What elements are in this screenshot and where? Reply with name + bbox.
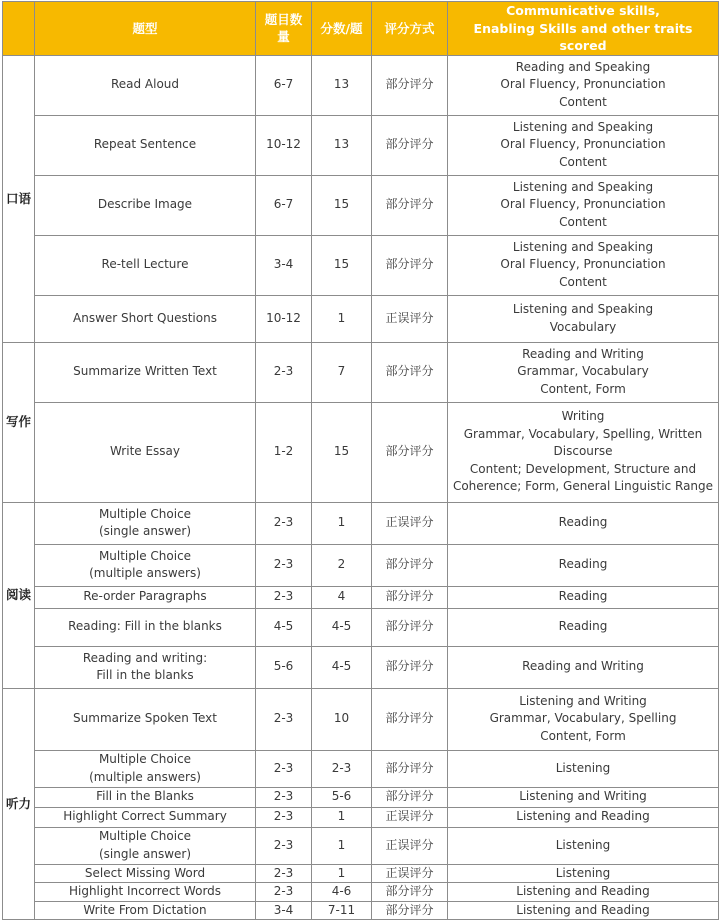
skills-scored: Listening and Reading	[448, 883, 719, 902]
skills-scored: Reading	[448, 502, 719, 544]
task-type: Describe Image	[35, 175, 256, 235]
score-per-item: 7-11	[312, 901, 372, 920]
item-count: 5-6	[256, 646, 312, 688]
skills-scored: Reading	[448, 544, 719, 586]
item-count: 2-3	[256, 688, 312, 750]
scoring-method: 部分评分	[372, 235, 448, 295]
score-per-item: 1	[312, 827, 372, 864]
section-label-reading: 阅读	[3, 502, 35, 688]
header-scoring-method: 评分方式	[372, 2, 448, 56]
table-row	[3, 750, 719, 787]
header-section	[3, 2, 35, 56]
table-row	[3, 235, 719, 295]
item-count: 6-7	[256, 175, 312, 235]
table-row	[3, 807, 719, 827]
header-score-per-item: 分数/题	[312, 2, 372, 56]
skills-scored: Listening and Writing Grammar, Vocabulary, Spelling Content, Form	[448, 688, 719, 750]
scoring-method: 正误评分	[372, 295, 448, 342]
task-type: Select Missing Word	[35, 864, 256, 883]
task-type: Re-tell Lecture	[35, 235, 256, 295]
skills-scored: Reading	[448, 608, 719, 646]
score-per-item: 2-3	[312, 750, 372, 787]
item-count: 2-3	[256, 807, 312, 827]
table-body	[3, 55, 719, 920]
score-per-item: 15	[312, 235, 372, 295]
scoring-method: 部分评分	[372, 787, 448, 807]
item-count: 2-3	[256, 502, 312, 544]
skills-scored: Listening	[448, 750, 719, 787]
table-row	[3, 55, 719, 115]
table-row	[3, 295, 719, 342]
item-count: 2-3	[256, 827, 312, 864]
skills-scored: Listening and Speaking Oral Fluency, Pronunciation Content	[448, 115, 719, 175]
skills-scored: Listening and Reading	[448, 807, 719, 827]
table-row	[3, 608, 719, 646]
score-per-item: 13	[312, 55, 372, 115]
scoring-method: 正误评分	[372, 827, 448, 864]
item-count: 2-3	[256, 586, 312, 608]
score-per-item: 10	[312, 688, 372, 750]
score-per-item: 13	[312, 115, 372, 175]
skills-scored: Listening and Reading	[448, 901, 719, 920]
skills-scored: Listening and Speaking Oral Fluency, Pronunciation Content	[448, 235, 719, 295]
task-type: Reading and writing: Fill in the blanks	[35, 646, 256, 688]
item-count: 4-5	[256, 608, 312, 646]
scoring-method: 部分评分	[372, 544, 448, 586]
item-count: 1-2	[256, 402, 312, 502]
table-row	[3, 175, 719, 235]
score-per-item: 7	[312, 342, 372, 402]
skills-scored: Listening and Speaking Oral Fluency, Pronunciation Content	[448, 175, 719, 235]
skills-scored: Listening and Speaking Vocabulary	[448, 295, 719, 342]
table-row	[3, 827, 719, 864]
item-count: 2-3	[256, 864, 312, 883]
item-count: 2-3	[256, 883, 312, 902]
item-count: 10-12	[256, 115, 312, 175]
table-row	[3, 864, 719, 883]
table-row	[3, 883, 719, 902]
task-type: Fill in the Blanks	[35, 787, 256, 807]
item-count: 10-12	[256, 295, 312, 342]
skills-scored: Reading and Writing Grammar, Vocabulary Content, Form	[448, 342, 719, 402]
task-type: Reading: Fill in the blanks	[35, 608, 256, 646]
score-per-item: 15	[312, 402, 372, 502]
task-type: Repeat Sentence	[35, 115, 256, 175]
task-type: Multiple Choice (single answer)	[35, 827, 256, 864]
task-type: Multiple Choice (multiple answers)	[35, 750, 256, 787]
skills-scored: Reading	[448, 586, 719, 608]
item-count: 6-7	[256, 55, 312, 115]
scoring-method: 部分评分	[372, 608, 448, 646]
scoring-method: 部分评分	[372, 883, 448, 902]
item-count: 3-4	[256, 235, 312, 295]
item-count: 2-3	[256, 342, 312, 402]
scoring-method: 正误评分	[372, 807, 448, 827]
scoring-method: 正误评分	[372, 864, 448, 883]
task-type: Multiple Choice (multiple answers)	[35, 544, 256, 586]
item-count: 3-4	[256, 901, 312, 920]
task-type: Highlight Incorrect Words	[35, 883, 256, 902]
section-label-writing: 写作	[3, 342, 35, 502]
scoring-method: 部分评分	[372, 55, 448, 115]
task-type: Write Essay	[35, 402, 256, 502]
skills-scored: Reading and Speaking Oral Fluency, Pronunciation Content	[448, 55, 719, 115]
score-per-item: 4-6	[312, 883, 372, 902]
scoring-method: 部分评分	[372, 342, 448, 402]
pte-task-table	[2, 1, 719, 920]
task-type: Summarize Spoken Text	[35, 688, 256, 750]
task-type: Write From Dictation	[35, 901, 256, 920]
score-per-item: 15	[312, 175, 372, 235]
skills-scored: Listening and Writing	[448, 787, 719, 807]
table-row	[3, 502, 719, 544]
score-per-item: 1	[312, 295, 372, 342]
score-per-item: 5-6	[312, 787, 372, 807]
header-row	[3, 2, 719, 56]
score-per-item: 1	[312, 502, 372, 544]
task-type: Re-order Paragraphs	[35, 586, 256, 608]
task-type: Multiple Choice (single answer)	[35, 502, 256, 544]
scoring-method: 部分评分	[372, 115, 448, 175]
table-row	[3, 544, 719, 586]
score-per-item: 4	[312, 586, 372, 608]
scoring-method: 部分评分	[372, 402, 448, 502]
scoring-method: 部分评分	[372, 646, 448, 688]
table-header	[3, 2, 719, 56]
header-skills-scored: Communicative skills, Enabling Skills and other traits scored	[448, 2, 719, 56]
item-count: 2-3	[256, 750, 312, 787]
skills-scored: Listening	[448, 827, 719, 864]
score-per-item: 4-5	[312, 608, 372, 646]
header-item-count: 题目数量	[256, 2, 312, 56]
table-row	[3, 688, 719, 750]
section-label-speaking: 口语	[3, 55, 35, 342]
scoring-method: 部分评分	[372, 175, 448, 235]
section-label-listening: 听力	[3, 688, 35, 920]
item-count: 2-3	[256, 544, 312, 586]
skills-scored: Writing Grammar, Vocabulary, Spelling, Written Discourse Content; Development, Structure and Coherence; Form, General Linguistic Range	[448, 402, 719, 502]
scoring-method: 部分评分	[372, 750, 448, 787]
task-type: Read Aloud	[35, 55, 256, 115]
task-type: Answer Short Questions	[35, 295, 256, 342]
table-row	[3, 342, 719, 402]
scoring-method: 部分评分	[372, 901, 448, 920]
scoring-method: 部分评分	[372, 586, 448, 608]
table-row	[3, 586, 719, 608]
task-type: Summarize Written Text	[35, 342, 256, 402]
skills-scored: Reading and Writing	[448, 646, 719, 688]
task-type: Highlight Correct Summary	[35, 807, 256, 827]
table-row	[3, 115, 719, 175]
table-row	[3, 402, 719, 502]
score-per-item: 1	[312, 864, 372, 883]
score-per-item: 1	[312, 807, 372, 827]
header-task-type: 题型	[35, 2, 256, 56]
scoring-method: 正误评分	[372, 502, 448, 544]
scoring-method: 部分评分	[372, 688, 448, 750]
table-row	[3, 787, 719, 807]
table-row	[3, 646, 719, 688]
table-row	[3, 901, 719, 920]
skills-scored: Listening	[448, 864, 719, 883]
score-per-item: 4-5	[312, 646, 372, 688]
item-count: 2-3	[256, 787, 312, 807]
score-per-item: 2	[312, 544, 372, 586]
